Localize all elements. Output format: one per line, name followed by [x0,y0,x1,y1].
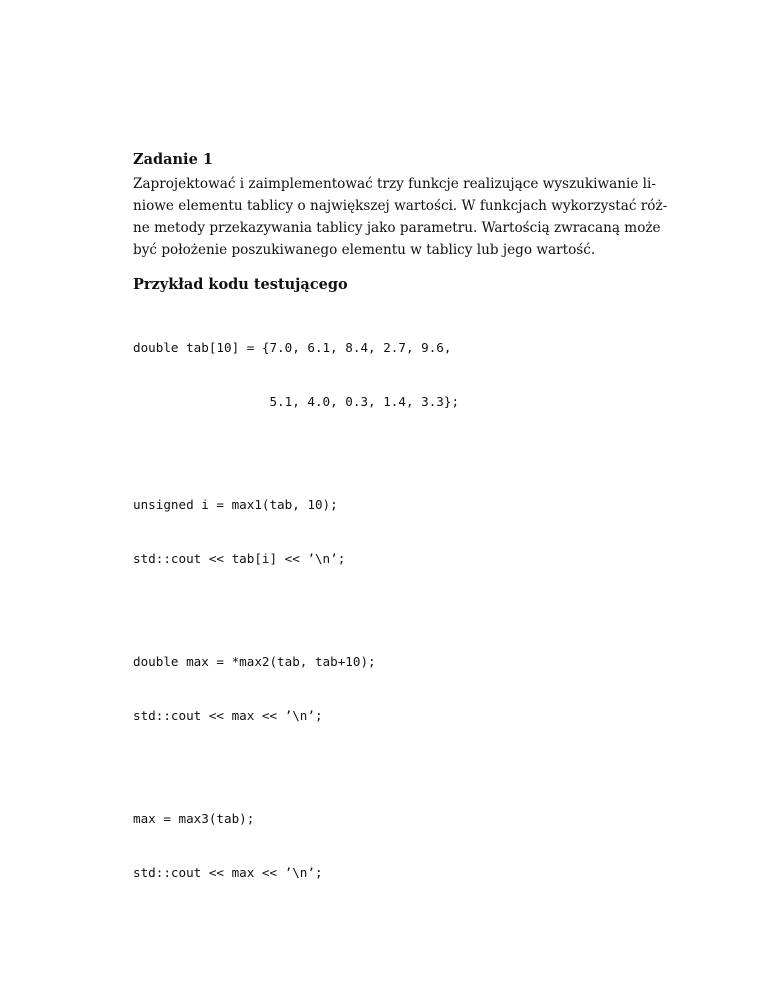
task-description-line: być położenie poszukiwanego elementu w tablicy lub jego wartość. [133,242,596,258]
task-heading: Zadanie 1 [133,151,213,168]
code-blank-line [133,604,638,617]
example-heading: Przykład kodu testującego [133,276,348,293]
code-line: double tab[10] = {7.0, 6.1, 8.4, 2.7, 9.6, [133,340,452,355]
code-line: unsigned i = max1(tab, 10); [133,497,338,512]
code-blank-line [133,447,638,460]
task-description-line: ne metody przekazywania tablicy jako parametru. Wartością zwracaną może [133,220,661,236]
code-line: 5.1, 4.0, 0.3, 1.4, 3.3}; [133,394,460,409]
code-line: std::cout << max << ’\n’; [133,708,323,723]
task-description [133,173,668,261]
document-content [133,150,668,918]
code-line: double max = *max2(tab, tab+10); [133,654,376,669]
code-line: std::cout << max << ’\n’; [133,865,323,880]
code-blank-line [133,761,638,774]
code-block [133,303,638,918]
code-line: max = max3(tab); [133,811,255,826]
task-description-line: Zaprojektować i zaimplementować trzy funkcje realizujące wyszukiwanie li- [133,176,656,192]
task-description-line: niowe elementu tablicy o największej wartości. W funkcjach wykorzystać róż- [133,198,668,214]
code-line: std::cout << tab[i] << ’\n’; [133,551,346,566]
